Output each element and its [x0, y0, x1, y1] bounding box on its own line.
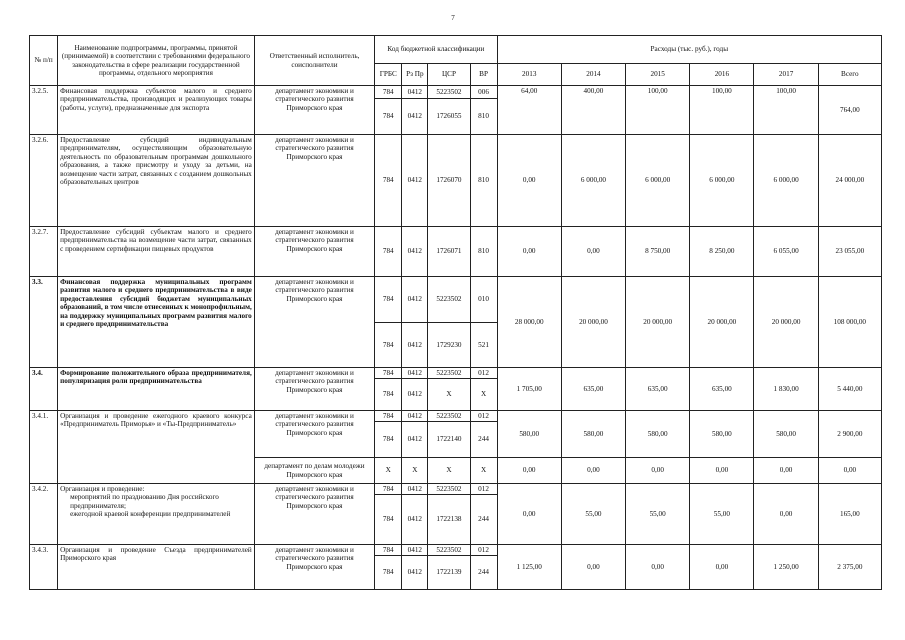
code-vr: X: [471, 378, 497, 410]
code-rzpr: 0412: [402, 135, 428, 227]
value-2013: 0,00: [497, 227, 561, 277]
value-2014: 55,00: [561, 484, 625, 545]
header-2015: 2015: [626, 64, 690, 86]
header-name: Наименование подпрограммы, программы, принятой (принимаемой) в соответствии с требованиями федерального законодательства в сфере реализации государственной программы, отдельного мероприятия: [58, 36, 255, 86]
code-grbs: 784: [375, 135, 402, 227]
value-2016: 20 000,00: [690, 277, 754, 368]
code-grbs: 784: [375, 378, 401, 410]
value-2016: 8 250,00: [690, 227, 754, 277]
code-rzpr: 0412: [402, 421, 427, 457]
code-csr: 1729230: [428, 322, 469, 367]
code-vr: 810: [471, 98, 497, 134]
code-vr: X: [470, 458, 497, 484]
table-row: [30, 227, 882, 277]
code-grbs: 784: [382, 545, 394, 554]
code-grbs: 784: [375, 98, 401, 134]
code-grbs: 784: [382, 295, 394, 304]
code-grbs: 784: [382, 87, 394, 96]
header-bk: Код бюджетной классификации: [375, 36, 497, 64]
table-row: [30, 86, 882, 135]
code-csr: 5223502: [436, 545, 462, 554]
page-number: 7: [451, 14, 455, 22]
code-csr: 5223502: [436, 368, 462, 377]
code-grbs: 784: [375, 227, 402, 277]
code-csr: 5223502: [436, 484, 462, 493]
code-grbs: 784: [382, 368, 394, 377]
value-2013: 1 125,00: [497, 545, 561, 590]
value-2014: 0,00: [561, 545, 625, 590]
code-csr: X: [428, 378, 469, 410]
row-num: 3.2.5.: [30, 86, 58, 135]
value-2017: 1 830,00: [754, 368, 818, 411]
row-num: 3.4.: [30, 368, 58, 411]
row-name: Организация и проведение ежегодного краевого конкурса «Предприниматель Приморья» и «Ты-Предприниматель»: [58, 411, 255, 484]
code-vr: 012: [478, 484, 489, 493]
code-grbs: X: [375, 458, 402, 484]
value-2013: 28 000,00: [497, 277, 561, 368]
value-2016: 6 000,00: [690, 135, 754, 227]
code-vr: 810: [470, 135, 497, 227]
row-name-line: мероприятий по празднованию Дня российского предпринимателя;: [70, 493, 219, 510]
value-total: 23 055,00: [818, 227, 881, 277]
row-num: 3.2.7.: [30, 227, 58, 277]
value-2015: 55,00: [626, 484, 690, 545]
row-executor: департамент экономики и стратегического развития Приморского края: [254, 135, 374, 227]
row-executor: департамент экономики и стратегического развития Приморского края: [254, 484, 374, 545]
value-2015: 20 000,00: [626, 277, 690, 368]
code-csr: 1726071: [428, 227, 470, 277]
header-vr: ВР: [470, 64, 497, 86]
code-csr: 1722140: [428, 421, 469, 457]
value-2017: 580,00: [754, 411, 818, 458]
value-2014: 635,00: [561, 368, 625, 411]
value-2017: 6 055,00: [754, 227, 818, 277]
row-name-line: ежегодной краевой конференции предпринимателей: [70, 510, 231, 519]
value-2014: 20 000,00: [561, 277, 625, 368]
value-2017: 100,00: [754, 86, 818, 135]
code-rzpr: 0412: [407, 411, 423, 420]
row-num: 3.4.2.: [30, 484, 58, 545]
code-vr: 244: [471, 494, 497, 544]
code-rzpr: 0412: [407, 87, 423, 96]
row-name: Предоставление субсидий индивидуальным предпринимателям, осуществляющим образовательную деятельность по образовательным программам дошкольного образования, а также присмотру и уходу за детьми, на возмещение части затрат, связанных с созданием дошкольных образовательных центров: [58, 135, 255, 227]
value-2015: 635,00: [626, 368, 690, 411]
code-vr: 012: [478, 411, 489, 420]
row-num: 3.4.3.: [30, 545, 58, 590]
value-2017: 20 000,00: [754, 277, 818, 368]
code-rzpr: 0412: [402, 227, 428, 277]
code-rzpr: 0412: [402, 98, 427, 134]
value-2015: 0,00: [626, 545, 690, 590]
header-executor: Ответственный исполнитель, соисполнители: [254, 36, 374, 86]
row-name: Финансовая поддержка субъектов малого и среднего предпринимательства, производящих и реализующих товары (работы, услуги), предназначенные для экспорта: [58, 86, 255, 135]
value-2016: 55,00: [690, 484, 754, 545]
value-2016: 635,00: [690, 368, 754, 411]
code-rzpr: 0412: [407, 295, 423, 304]
value-2014: 6 000,00: [561, 135, 625, 227]
value-2013: 0,00: [497, 135, 561, 227]
code-csr: 1726070: [428, 135, 470, 227]
header-2013: 2013: [497, 64, 561, 86]
row-name: Организация и проведение Съезда предпринимателей Приморского края: [58, 545, 255, 590]
value-2016: 580,00: [690, 411, 754, 458]
header-rzpr: Рз Пр: [402, 64, 428, 86]
code-csr: 5223502: [436, 411, 462, 420]
value-2015: 6 000,00: [626, 135, 690, 227]
code-grbs: 784: [375, 494, 401, 544]
code-rzpr: X: [402, 458, 428, 484]
row-executor: департамент экономики и стратегического развития Приморского края: [254, 86, 374, 135]
value-total: 5 440,00: [818, 368, 881, 411]
table-row: [30, 411, 882, 458]
header-total: Всего: [818, 64, 881, 86]
header-num: № п/п: [30, 36, 58, 86]
value-2014: 400,00: [561, 86, 625, 135]
value-2013: 0,00: [497, 484, 561, 545]
code-grbs: 784: [375, 555, 401, 589]
code-grbs: 784: [382, 484, 394, 493]
code-grbs: 784: [382, 411, 394, 420]
value-total: 24 000,00: [818, 135, 881, 227]
code-rzpr: 0412: [407, 484, 423, 493]
code-csr: 5223502: [436, 295, 462, 304]
value-total: 2 375,00: [818, 545, 881, 590]
value-2016: 0,00: [690, 545, 754, 590]
code-vr: 521: [471, 322, 497, 367]
code-rzpr: 0412: [407, 368, 423, 377]
code-rzpr: 0412: [407, 545, 423, 554]
code-grbs: 784: [375, 322, 401, 367]
value-total: 108 000,00: [818, 277, 881, 368]
code-vr: 010: [478, 295, 489, 304]
value-2016: 100,00: [690, 86, 754, 135]
code-vr: 810: [470, 227, 497, 277]
code-rzpr: 0412: [402, 555, 427, 589]
row-num: 3.3.: [30, 277, 58, 368]
row-executor: департамент экономики и стратегического развития Приморского края: [254, 368, 374, 411]
value-2015: 580,00: [626, 411, 690, 458]
row-executor: департамент по делам молодежи Приморского края: [254, 458, 374, 484]
value-2017: 6 000,00: [754, 135, 818, 227]
value-2013: 64,00: [497, 86, 561, 135]
value-2016: 0,00: [690, 458, 754, 484]
row-name: Предоставление субсидий субъектам малого и среднего предпринимательства на возмещение части затрат, связанных с проведением сертификации пищевых продуктов: [58, 227, 255, 277]
code-vr: 244: [471, 421, 497, 457]
budget-table: [29, 35, 882, 590]
row-executor: департамент экономики и стратегического развития Приморского края: [254, 411, 374, 458]
table-row: [30, 277, 882, 368]
value-2017: 0,00: [754, 484, 818, 545]
value-2017: 0,00: [754, 458, 818, 484]
header-2016: 2016: [690, 64, 754, 86]
header-2017: 2017: [754, 64, 818, 86]
row-name: Формирование положительного образа предпринимателя, популяризация роли предпринимательства: [58, 368, 255, 411]
code-csr: 1722138: [428, 494, 469, 544]
value-total: 764,00: [818, 86, 881, 135]
row-num: 3.4.1.: [30, 411, 58, 484]
value-2015: 8 750,00: [626, 227, 690, 277]
code-csr: 1726055: [428, 98, 469, 134]
value-2015: 100,00: [626, 86, 690, 135]
value-2013: 580,00: [497, 411, 561, 458]
header-csr: ЦСР: [428, 64, 470, 86]
value-2014: 0,00: [561, 227, 625, 277]
header-2014: 2014: [561, 64, 625, 86]
value-total: 0,00: [818, 458, 881, 484]
table-row: [30, 545, 882, 590]
row-executor: департамент экономики и стратегического развития Приморского края: [254, 227, 374, 277]
value-2014: 580,00: [561, 411, 625, 458]
row-executor: департамент экономики и стратегического развития Приморского края: [254, 545, 374, 590]
header-expenses: Расходы (тыс. руб.), годы: [497, 36, 881, 64]
value-2017: 1 250,00: [754, 545, 818, 590]
value-2013: 1 705,00: [497, 368, 561, 411]
row-num: 3.2.6.: [30, 135, 58, 227]
table-row: [30, 368, 882, 411]
value-total: 2 900,00: [818, 411, 881, 458]
code-csr: X: [428, 458, 470, 484]
value-total: 165,00: [818, 484, 881, 545]
code-rzpr: 0412: [402, 378, 427, 410]
row-name-line: Организация и проведение:: [60, 485, 145, 493]
code-grbs: 784: [375, 421, 401, 457]
code-vr: 012: [478, 545, 489, 554]
table-row: [30, 135, 882, 227]
value-2014: 0,00: [561, 458, 625, 484]
code-rzpr: 0412: [402, 322, 427, 367]
value-2015: 0,00: [626, 458, 690, 484]
row-name: [58, 484, 255, 545]
code-vr: 244: [471, 555, 497, 589]
table-row: [30, 484, 882, 545]
code-csr: 5223502: [436, 87, 462, 96]
row-name: Финансовая поддержка муниципальных программ развития малого и среднего предпринимательства в виде предоставления субсидий бюджетам муниципальных образований, в том числе отнесенных к монопрофильным, на поддержку муниципальных программ развития малого и среднего предпринимательства: [58, 277, 255, 368]
code-rzpr: 0412: [402, 494, 427, 544]
header-grbs: ГРБС: [375, 64, 402, 86]
code-vr: 006: [478, 87, 489, 96]
row-executor: департамент экономики и стратегического развития Приморского края: [254, 277, 374, 368]
code-csr: 1722139: [428, 555, 469, 589]
code-vr: 012: [478, 368, 489, 377]
value-2013: 0,00: [497, 458, 561, 484]
